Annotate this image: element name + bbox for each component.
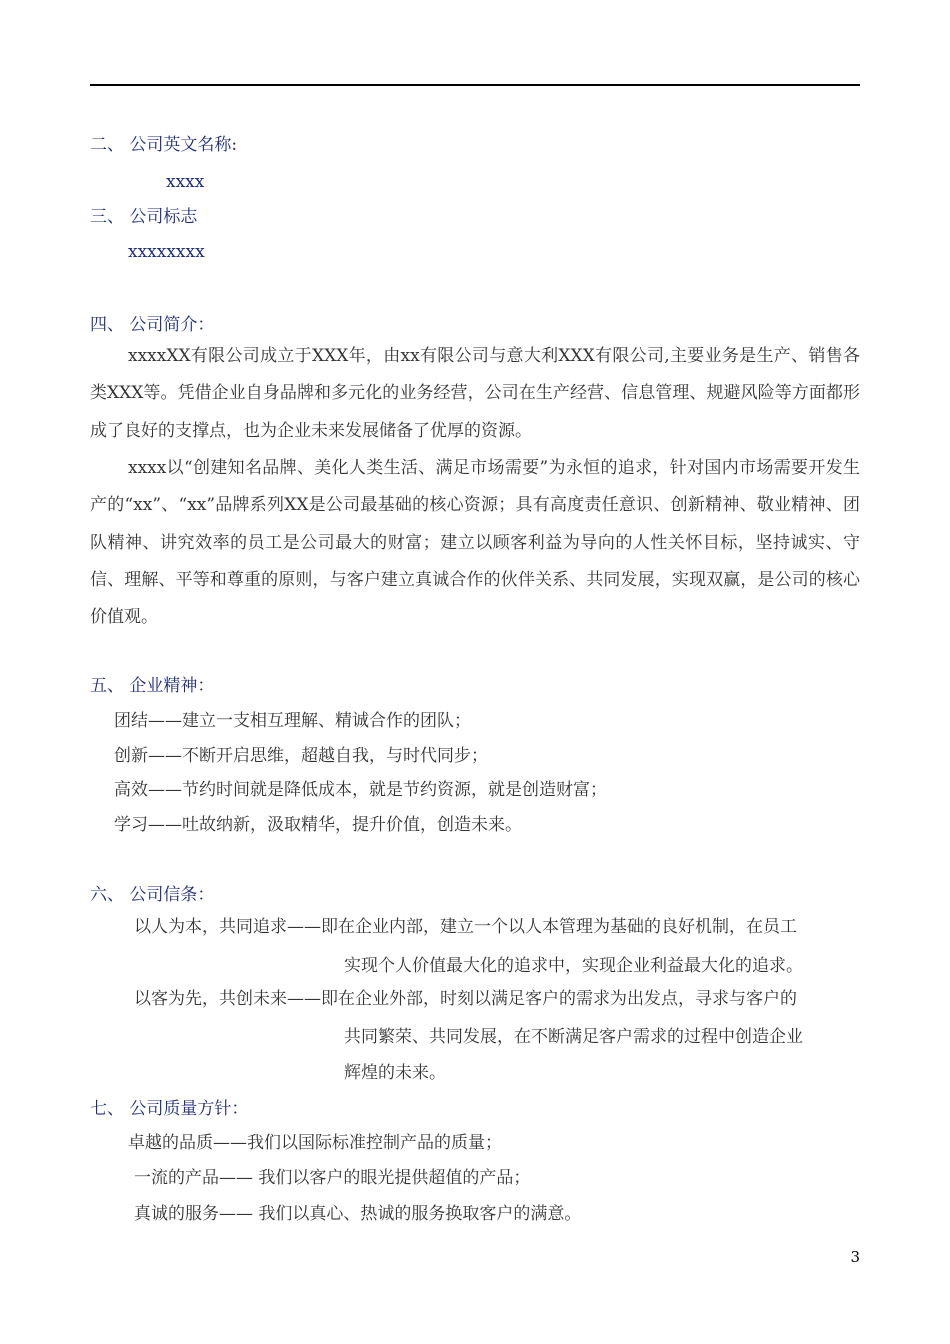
credo-2-line-2: 共同繁荣、共同发展，在不断满足客户需求的过程中创造企业 [344,1027,803,1047]
header-rule [90,84,860,86]
section-heading-logo: 三、 公司标志 [90,207,198,227]
spirit-item: 高效——节约时间就是降低成本，就是节约资源，就是创造财富； [114,780,607,800]
section-heading-english-name: 二、 公司英文名称: [90,135,238,155]
credo-2-line-1: 以客为先，共创未来——即在企业外部，时刻以满足客户的需求为出发点，寻求与客户的 [134,989,797,1009]
credo-2-line-3: 辉煌的未来。 [344,1063,446,1083]
profile-paragraph-2 [90,450,860,636]
profile-paragraph-1-text: xxxxXX有限公司成立于XXX年，由xx有限公司与意大利XXX有限公司,主要业务是生产、销售各类XXX等。凭借企业自身品牌和多元化的业务经营，公司在生产经营、信息管理、规避风险等方面都形成了良好的支撑点，也为企业未来发展储备了优厚的资源。 [90,346,860,441]
quality-item: 一流的产品—— 我们以客户的眼光提供超值的产品； [134,1168,531,1188]
spirit-item: 学习——吐故纳新，汲取精华，提升价值，创造未来。 [114,815,522,835]
section-heading-profile: 四、 公司简介： [90,315,215,335]
section-heading-credo: 六、 公司信条： [90,885,215,905]
credo-1-line-2: 实现个人价值最大化的追求中，实现企业利益最大化的追求。 [344,956,803,976]
profile-paragraph-2-text: xxxx以“创建知名品牌、美化人类生活、满足市场需要”为永恒的追求，针对国内市场需要开发生产的“xx”、“xx”品牌系列XX是公司最基础的核心资源；具有高度责任意识、创新精神、敬业精神、团队精神、讲究效率的员工是公司最大的财富；建立以顾客利益为导向的人性关怀目标，坚持诚实、守信、理解、平等和尊重的原则，与客户建立真诚合作的伙伴关系、共同发展，实现双赢，是公司的核心价值观。 [90,458,860,628]
quality-item: 卓越的品质——我们以国际标准控制产品的质量； [128,1133,502,1153]
spirit-item: 团结——建立一支相互理解、精诚合作的团队； [114,711,471,731]
logo-value: xxxxxxxx [128,242,205,262]
english-name-value: xxxx [166,172,205,192]
spirit-item: 创新——不断开启思维，超越自我，与时代同步； [114,746,488,766]
section-heading-quality-policy: 七、 公司质量方针： [90,1099,249,1119]
page-number: 3 [850,1248,860,1266]
section-heading-spirit: 五、 企业精神： [90,676,215,696]
profile-paragraph-1 [90,338,860,450]
credo-1-line-1: 以人为本，共同追求——即在企业内部，建立一个以人本管理为基础的良好机制，在员工 [134,917,797,937]
quality-item: 真诚的服务—— 我们以真心、热诚的服务换取客户的满意。 [134,1204,582,1224]
